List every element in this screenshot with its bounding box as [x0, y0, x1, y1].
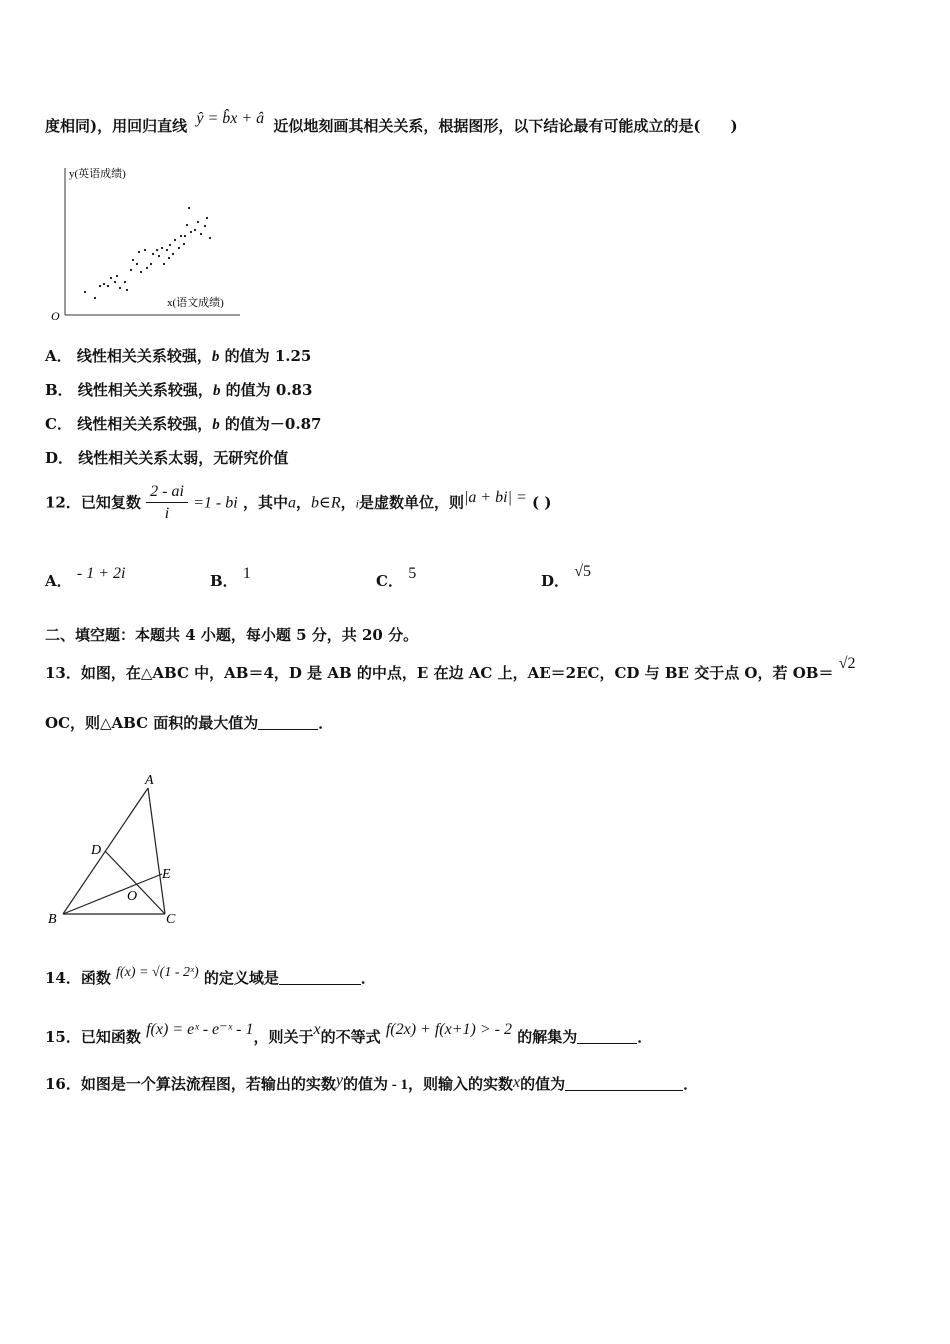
label-b: B — [48, 912, 57, 927]
label-o: O — [127, 889, 138, 904]
option-tail: 的值为－0.87 — [219, 415, 322, 433]
q16-suffix: 的值为 — [520, 1075, 566, 1093]
q15-formula: f(x) = eˣ - e⁻ˣ - 1 — [146, 1021, 254, 1038]
q12-stem — [45, 482, 551, 525]
choice-value: - 1 + 2i — [76, 565, 126, 582]
q12-text: ， — [340, 493, 356, 512]
option-text: 线性相关关系太弱，无研究价值 — [78, 449, 289, 467]
q12-text: ， — [295, 493, 311, 512]
q16 — [45, 1073, 698, 1094]
q14-end: ． — [360, 969, 376, 987]
choice-letter: B． — [210, 572, 238, 590]
y-axis-label: y(英语成绩) — [69, 168, 126, 180]
q13-line2 — [45, 712, 333, 733]
q16-prefix: 16．如图是一个算法流程图，若输出的实数 — [45, 1075, 336, 1093]
option-tail: 的值为 1.25 — [219, 347, 312, 365]
q15 — [45, 1021, 653, 1047]
scatter-points — [84, 207, 211, 299]
choice-letter: A． — [45, 572, 72, 590]
q14-answer-blank[interactable] — [279, 970, 361, 985]
q16-answer-blank[interactable] — [565, 1076, 683, 1091]
q15-var-x: x — [313, 1021, 321, 1038]
q12-choice-b[interactable] — [210, 565, 251, 591]
q11-option-a[interactable] — [45, 345, 311, 366]
option-var: b — [211, 349, 220, 365]
q13-triangle-figure — [45, 770, 195, 930]
choice-value: 5 — [408, 565, 417, 582]
choice-letter: D． — [541, 572, 570, 590]
option-text: 线性相关关系较强， — [77, 415, 213, 433]
q15-inequality: f(2x) + f(x+1) > - 2 — [385, 1021, 512, 1038]
q12-abs-expr: |a + bi| = — [463, 488, 527, 506]
q11-option-d[interactable] — [45, 447, 288, 468]
q11-scatter-plot — [45, 160, 245, 325]
q12-i-symbol: i — [355, 496, 359, 511]
label-c: C — [166, 912, 176, 927]
q11-stem — [45, 110, 738, 136]
q11-option-b[interactable] — [45, 379, 312, 400]
q11-stem-prefix: 度相同)，用回归直线 — [45, 117, 188, 135]
q14-formula: f(x) = √(1 - 2ˣ) — [116, 965, 199, 980]
q16-end: ． — [683, 1075, 699, 1093]
label-a: A — [145, 773, 154, 788]
q12-tail: ( ) — [532, 493, 552, 512]
option-var: b — [212, 383, 221, 399]
q16-mid: 的值为 - 1，则输入的实数 — [343, 1077, 513, 1093]
option-letter: C． — [45, 415, 72, 433]
option-letter: B． — [45, 381, 73, 399]
q15-end: ． — [637, 1028, 653, 1046]
q12-text: ，其中 — [242, 493, 288, 512]
q12-rhs: =1 - bi — [193, 494, 238, 512]
option-tail: 的值为 0.83 — [220, 381, 313, 399]
option-var: b — [212, 417, 220, 433]
label-d: D — [91, 843, 102, 858]
triangle-lines — [63, 788, 165, 914]
option-text: 线性相关关系较强， — [76, 347, 212, 365]
q11-regression-formula: ŷ = b̂x + â — [196, 110, 265, 127]
section-2-heading: 二、填空题：本题共 4 小题，每小题 5 分，共 20 分。 — [45, 626, 419, 644]
q13-line1 — [45, 655, 856, 683]
q15-text: 的不等式 — [320, 1028, 381, 1046]
option-letter: A． — [45, 347, 72, 365]
q13-text: OC，则△ABC 面积的最大值为 — [45, 714, 259, 732]
label-e: E — [162, 867, 171, 882]
q15-answer-blank[interactable] — [577, 1029, 637, 1044]
x-axis-label: x(语文成绩) — [167, 297, 224, 309]
q11-stem-suffix: 近似地刻画其相关关系，根据图形，以下结论最有可能成立的是( ) — [273, 117, 738, 135]
q13-answer-blank[interactable] — [258, 715, 318, 730]
q12-fraction — [146, 482, 188, 525]
q13-text: 13．如图，在△ABC 中，AB＝4，D 是 AB 的中点，E 在边 AC 上，AE＝2EC，CD 与 BE 交于点 O，若 OB＝ — [45, 664, 834, 682]
q11-option-c[interactable] — [45, 413, 321, 434]
option-text: 线性相关关系较强， — [77, 381, 213, 399]
q16-var-y: y — [335, 1072, 343, 1089]
origin-label: O — [51, 309, 60, 323]
q12-frac-num: 2 - ai — [146, 482, 188, 503]
q14-prefix: 14．函数 — [45, 969, 111, 987]
q13-end: ． — [318, 714, 334, 732]
q12-choice-a[interactable] — [45, 565, 126, 591]
q12-frac-den: i — [164, 505, 170, 522]
choice-value: √5 — [574, 563, 592, 580]
q12-b-in-r: b∈R — [310, 494, 341, 512]
q12-choice-d[interactable] — [541, 563, 592, 591]
q12-number: 12．已知复数 — [45, 493, 141, 512]
option-letter: D． — [45, 449, 74, 467]
choice-value: 1 — [242, 565, 251, 582]
q13-sqrt2: √2 — [838, 655, 856, 672]
q14-suffix: 的定义域是 — [203, 969, 279, 987]
q12-choice-c[interactable] — [376, 565, 417, 591]
q15-suffix: 的解集为 — [517, 1028, 578, 1046]
q15-prefix: 15．已知函数 — [45, 1028, 141, 1046]
q12-text: 是虚数单位，则 — [358, 493, 464, 512]
q12-var-a: a — [287, 494, 296, 512]
choice-letter: C． — [376, 572, 403, 590]
q14 — [45, 967, 376, 988]
q15-text: ，则关于 — [253, 1028, 314, 1046]
q16-var-x: x — [513, 1074, 521, 1091]
